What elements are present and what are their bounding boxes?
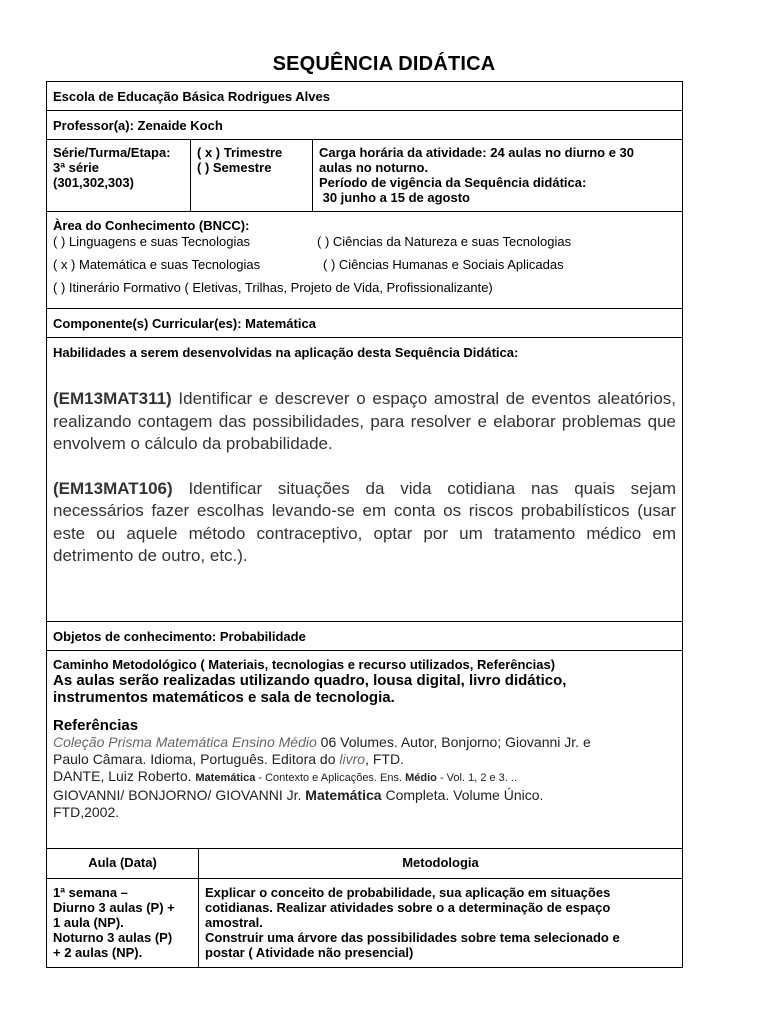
objetos-row [47,622,682,651]
serie-grade: 3ª série [53,160,100,175]
class-info-row [47,140,682,212]
area-option-natureza: ( ) Ciências da Natureza e suas Tecnologias [317,234,572,249]
metodologia-line: postar ( Atividade não presencial) [205,945,414,960]
aula-line: + 2 aulas (NP). [53,945,143,960]
caminho-line-1: As aulas serão realizadas utilizando quadro, lousa digital, livro didático, [53,672,567,689]
aula-line: Diurno 3 aulas (P) + [53,900,175,915]
metodologia-header: Metodologia [402,855,479,870]
period-cell [191,140,313,211]
caminho-line-2: instrumentos matemáticos e sala de tecnologia. [53,689,395,706]
teacher-name: Professor(a): Zenaide Koch [53,118,223,133]
trimestre-option: ( x ) Trimestre [197,145,283,160]
reference-3-cont: FTD,2002. [53,804,120,820]
serie-classes: (301,302,303) [53,175,134,190]
reference-1-title: Coleção Prisma Matemática Ensino Médio [53,734,317,750]
reference-1-cont-italic: livro [339,751,366,767]
metodologia-cell-1 [199,879,682,967]
aula-header: Aula (Data) [47,849,199,878]
area-heading: Àrea do Conhecimento (BNCC): [53,218,250,233]
aula-row-1 [47,879,682,967]
vigencia-dates: 30 junho a 15 de agosto [319,190,470,205]
area-option-humanas: ( ) Ciências Humanas e Sociais Aplicadas [323,257,564,272]
metodologia-line: Construir uma árvore das possibilidades sobre tema selecionado e [205,930,620,945]
metodologia-line: amostral. [205,915,263,930]
school-row [47,82,682,111]
area-option-itinerario: ( ) Itinerário Formativo ( Eletivas, Trilhas, Projeto de Vida, Profissionalizante) [53,280,493,295]
serie-cell [47,140,191,211]
aula-cell-1 [47,879,199,967]
reference-3-authors: GIOVANNI/ BONJORNO/ GIOVANNI Jr. [53,787,306,803]
skill-text-2: Identificar situações da vida cotidiana nas quais sejam necessários fazer escolhas levando-se em conta os riscos probabilísticos (usar este ou aquele método contraceptivo, optar por um tratamento médico em detrimento de outro, etc.). [53,478,676,565]
serie-label: Série/Turma/Etapa: [53,145,171,160]
skill-em13mat106 [47,478,682,568]
semestre-option: ( ) Semestre [197,160,272,175]
area-line-3 [53,280,676,303]
componente-row [47,309,682,338]
area-option-linguagens: ( ) Linguagens e suas Tecnologias [53,234,251,249]
skill-code-2: (EM13MAT106) [53,478,173,498]
metodologia-line: Explicar o conceito de probabilidade, sua aplicação em situações [205,885,611,900]
area-row [47,212,682,309]
reference-2-bold-2: Médio [405,772,437,784]
area-option-matematica: ( x ) Matemática e suas Tecnologias [53,257,261,272]
reference-1-cont [53,751,676,768]
reference-2-end: - Vol. 1, 2 e 3. .. [436,772,518,784]
area-line-2 [53,257,676,280]
reference-2-bold-1: Matemática [195,772,256,784]
school-name: Escola de Educação Básica Rodrigues Alves [53,89,330,104]
aula-line: 1 aula (NP). [53,915,124,930]
habilidades-heading: Habilidades a serem desenvolvidas na aplicação desta Sequência Didática: [53,345,519,360]
reference-3-rest: Completa. Volume Único. [381,787,544,803]
componente-text: Componente(s) Curricular(es): Matemática [53,316,316,331]
reference-1-cont-a: Paulo Câmara. Idioma, Português. Editora do [53,751,340,767]
metodologia-line: cotidianas. Realizar atividades sobre o a determinação de espaço [205,900,611,915]
reference-1-rest: 06 Volumes. Autor, Bonjorno; Giovanni Jr. e [316,734,591,750]
habilidades-row [47,338,682,622]
referencias-heading: Referências [53,717,139,734]
reference-1 [53,734,676,751]
skill-em13mat311 [47,388,682,456]
aula-line: Noturno 3 aulas (P) [53,930,173,945]
teacher-row [47,111,682,140]
skill-code-1: (EM13MAT311) [53,389,172,408]
reference-2-mid: - Contexto e Aplicações. Ens. [255,772,406,784]
aula-header-row [47,849,682,879]
skill-text-1: Identificar e descrever o espaço amostral de eventos aleatórios, realizando contagem das possibilidades, para resolver e elaborar problemas que envolvem o cálculo da probabilidade. [53,389,676,453]
reference-3-bold: Matemática [305,787,382,803]
sequence-table [46,81,683,968]
objetos-text: Objetos de conhecimento: Probabilidade [53,629,306,644]
area-line-1 [53,234,676,257]
reference-3 [53,787,676,804]
caminho-heading: Caminho Metodológico ( Materiais, tecnologias e recurso utilizados, Referências) [53,657,556,672]
reference-2 [53,768,676,787]
vigencia-label: Período de vigência da Sequência didática: [319,175,587,190]
reference-1-cont-b: , FTD. [365,751,404,767]
page-title: SEQUÊNCIA DIDÁTICA [272,53,496,75]
carga-cell [313,140,682,211]
reference-2-author: DANTE, Luiz Roberto. [53,768,196,784]
caminho-row [47,651,682,849]
carga-line-1: Carga horária da atividade: 24 aulas no diurno e 30 [319,145,634,160]
aula-line: 1ª semana – [53,885,128,900]
carga-line-2: aulas no noturno. [319,160,429,175]
